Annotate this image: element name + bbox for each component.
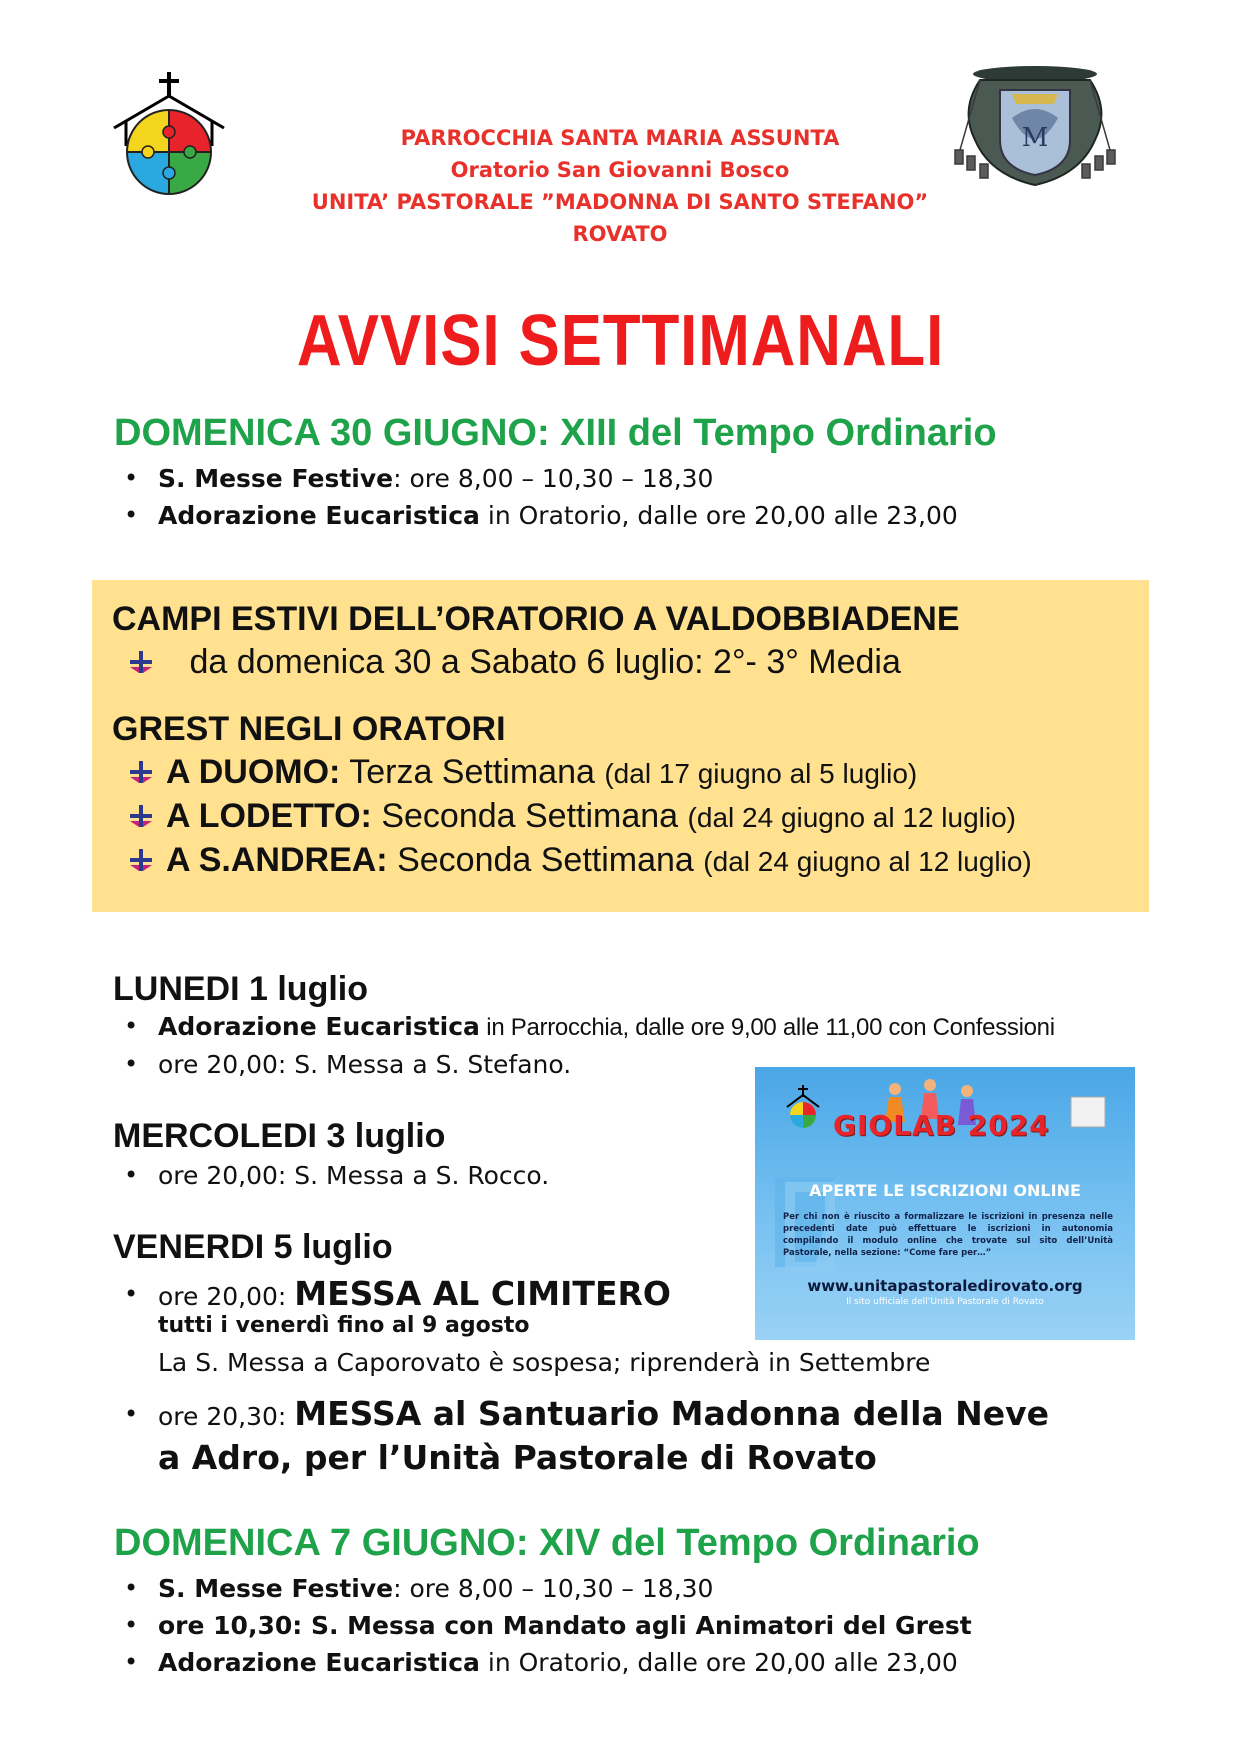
oratorio-name: Oratorio San Giovanni Bosco (450, 158, 790, 182)
arrow-bullet-icon (128, 755, 154, 794)
pastoral-unit-name: UNITA’ PASTORALE ”MADONNA DI SANTO STEFANO” (311, 190, 929, 214)
giolab-title: GIOLAB 2024 (833, 1109, 1050, 1142)
campi-heading: CAMPI ESTIVI DELL’ORATORIO A VALDOBBIADENE (112, 600, 960, 638)
list-item: • S. Messe Festive: ore 8,00 – 10,30 – 18,30 (124, 1570, 972, 1607)
friday-caporovato-note: La S. Messa a Caporovato è sospesa; riprenderà in Settembre (158, 1348, 931, 1377)
page-title: AVVISI SETTIMANALI (296, 301, 945, 381)
wednesday-heading: MERCOLEDI 3 luglio (113, 1117, 446, 1155)
giolab-body: Per chi non è riuscito a formalizzare le iscrizioni in presenza nelle precedenti date può effettuare le iscrizioni in autonomia compilando il modulo online che trovate sul sito dell’Unità Pastorale, nella sezione: “Come fare per…” (783, 1212, 1113, 1258)
sunday2-list (124, 1570, 972, 1681)
parish-name: PARROCCHIA SANTA MARIA ASSUNTA (400, 126, 840, 150)
sunday2-heading: DOMENICA 7 GIUGNO: XIV del Tempo Ordinario (114, 1522, 980, 1564)
wednesday-list (124, 1157, 549, 1194)
town-name: ROVATO (572, 222, 668, 246)
list-item: • Adorazione Eucaristica in Oratorio, dalle ore 20,00 alle 23,00 (124, 1644, 972, 1681)
parish-header (200, 122, 1040, 250)
list-item: • Adorazione Eucaristica in Parrocchia, dalle ore 9,00 alle 11,00 con Confessioni (124, 1008, 1055, 1046)
list-item: • Adorazione Eucaristica in Oratorio, dalle ore 20,00 alle 23,00 (124, 497, 958, 534)
list-item: • ore 10,30: S. Messa con Mandato agli Animatori del Grest (124, 1607, 972, 1644)
grest-item-sandrea: A S.ANDREA: Seconda Settimana (dal 24 giugno al 12 luglio) (128, 841, 1032, 882)
sunday1-list (124, 460, 958, 534)
campi-item: da domenica 30 a Sabato 6 luglio: 2°- 3° Media (128, 643, 901, 684)
monday-heading: LUNEDI 1 luglio (113, 970, 368, 1008)
list-item: • ore 20,30: MESSA al Santuario Madonna della Neve (124, 1392, 1049, 1439)
friday-adro-note: a Adro, per l’Unità Pastorale di Rovato (158, 1438, 877, 1477)
giolab-banner: APERTE LE ISCRIZIONI ONLINE (809, 1181, 1081, 1200)
sunday1-heading: DOMENICA 30 GIUGNO: XIII del Tempo Ordinario (114, 412, 997, 454)
giolab-url: www.unitapastoraledirovato.org (807, 1277, 1083, 1295)
list-item: • ore 20,00: S. Messa a S. Stefano. (124, 1046, 1055, 1083)
giolab-tagline: Il sito ufficiale dell’Unità Pastorale di Rovato (846, 1297, 1044, 1307)
svg-text:M: M (1021, 123, 1049, 153)
friday-list (124, 1273, 671, 1318)
giolab-2024-poster (755, 1067, 1135, 1340)
grest-heading: GREST NEGLI ORATORI (112, 710, 506, 748)
list-item: • S. Messe Festive: ore 8,00 – 10,30 – 18,30 (124, 460, 958, 497)
grest-item-lodetto: A LODETTO: Seconda Settimana (dal 24 giugno al 12 luglio) (128, 797, 1016, 838)
list-item: • ore 20,00: S. Messa a S. Rocco. (124, 1157, 549, 1194)
friday-subnote: tutti i venerdì fino al 9 agosto (158, 1313, 530, 1338)
friday-list-2 (124, 1392, 1049, 1439)
list-item: • ore 20,00: MESSA AL CIMITERO (124, 1273, 671, 1318)
friday-heading: VENERDI 5 luglio (113, 1228, 393, 1266)
grest-item-duomo: A DUOMO: Terza Settimana (dal 17 giugno al 5 luglio) (128, 753, 917, 794)
arrow-bullet-icon (128, 645, 154, 684)
arrow-bullet-icon (128, 799, 154, 838)
arrow-bullet-icon (128, 843, 154, 882)
